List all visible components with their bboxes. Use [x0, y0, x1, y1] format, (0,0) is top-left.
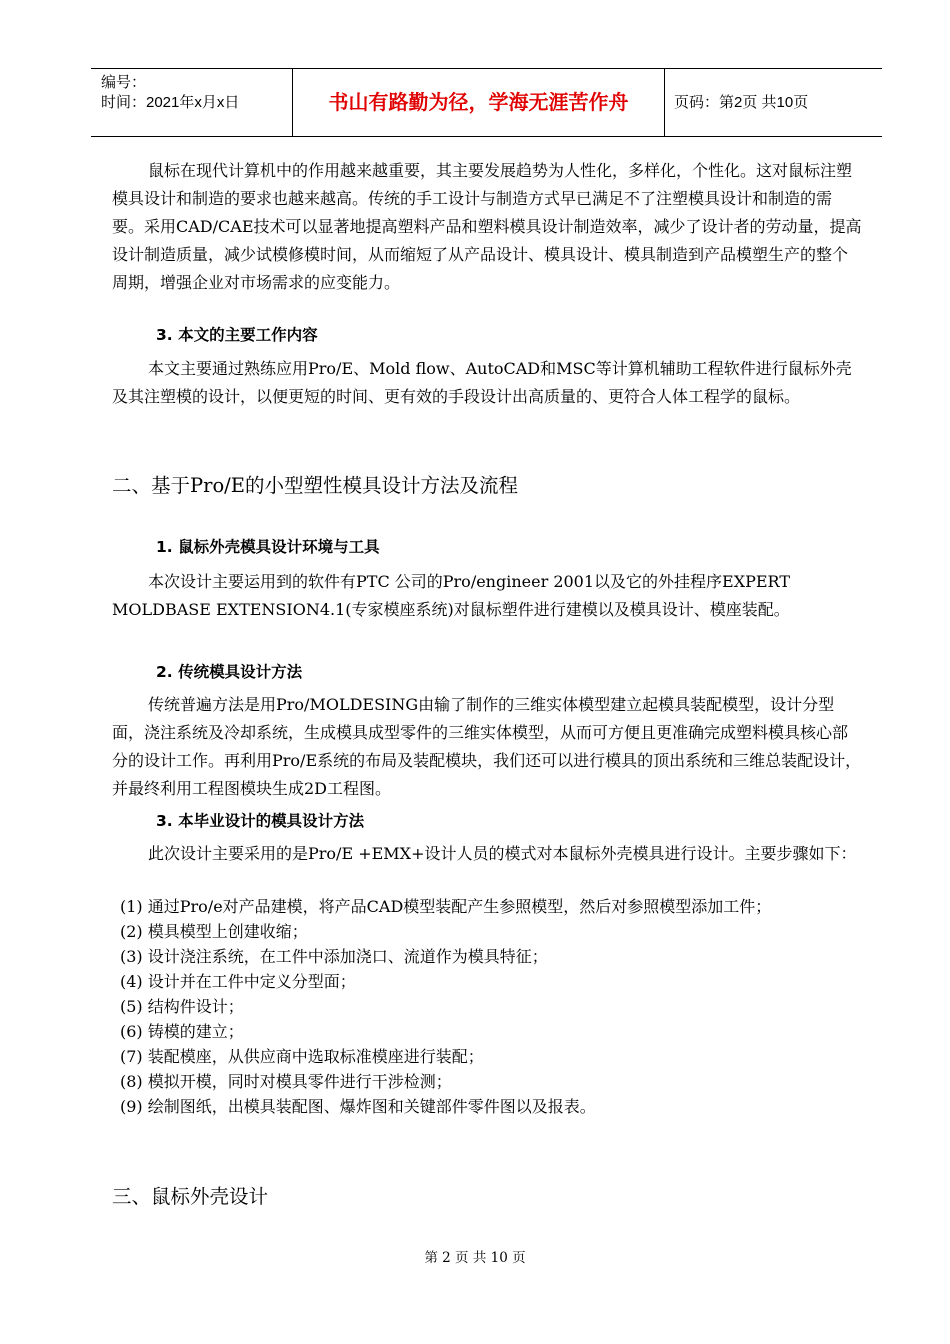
page-header — [91, 68, 882, 137]
paragraph-main-work: 本文主要通过熟练应用Pro/E、Mold flow、AutoCAD和MSC等计算机辅助工程软件进行鼠标外壳及其注塑模的设计，以便更短的时间、更有效的手段设计出高质量的、更符合人体工程学的鼠标。 — [112, 359, 852, 406]
list-item: (2) 模具模型上创建收缩； — [120, 922, 308, 941]
paragraph-traditional-method: 传统普遍方法是用Pro/MOLDESING由输了制作的三维实体模型建立起模具装配模型，设计分型面，浇注系统及冷却系统，生成模具成型零件的三维实体模型，从而可方便且更准确完成塑料模具核心部分的设计工作。再利用Pro/E系统的布局及装配模块，我们还可以进行模具的顶出系统和三维总装配设计，并最终利用工程图模块生成2D工程图。 — [112, 695, 862, 798]
header-info-cell — [91, 69, 293, 136]
list-item: (3) 设计浇注系统，在工件中添加浇口、流道作为模具特征； — [120, 947, 548, 966]
heading-traditional-method: 2. 传统模具设计方法 — [156, 663, 303, 681]
steps-list — [112, 894, 862, 1119]
list-item: (4) 设计并在工件中定义分型面； — [120, 972, 356, 991]
heading-design-env: 1. 鼠标外壳模具设计环境与工具 — [156, 538, 380, 556]
paragraph-intro: 鼠标在现代计算机中的作用越来越重要，其主要发展趋势为人性化，多样化，个性化。这对鼠标注塑模具设计和制造的要求也越来越高。传统的手工设计与制造方式早已满足不了注塑模具设计和制造的需要。采用CAD/CAE技术可以显著地提高塑料产品和塑料模具设计制造效率，减少了设计者的劳动量，提高设计制造质量，减少试模修模时间，从而缩短了从产品设计、模具设计、模具制造到产品模塑生产的整个周期，增强企业对市场需求的应变能力。 — [112, 161, 862, 292]
section-heading-2: 二、基于Pro/E的小型塑性模具设计方法及流程 — [112, 474, 518, 497]
list-item: (7) 装配模座，从供应商中选取标准模座进行装配； — [120, 1047, 484, 1066]
header-motto: 书山有路勤为径，学海无涯苦作舟 — [293, 69, 665, 136]
list-item: (5) 结构件设计； — [120, 997, 244, 1016]
page-footer: 第 2 页 共 10 页 — [424, 1250, 526, 1266]
list-item: (8) 模拟开模，同时对模具零件进行干涉检测； — [120, 1072, 452, 1091]
heading-design-method: 3. 本毕业设计的模具设计方法 — [156, 812, 365, 830]
time-label: 时间：2021年x月x日 — [101, 94, 240, 111]
document-body — [112, 157, 862, 1208]
paragraph-design-env: 本次设计主要运用到的软件有PTC 公司的Pro/engineer 2001以及它的外挂程序EXPERT MOLDBASE EXTENSION4.1(专家模座系统)对鼠标塑件进行建模以及模具设计、模座装配。 — [112, 572, 790, 619]
section-heading-3: 三、鼠标外壳设计 — [112, 1185, 269, 1208]
heading-main-work: 3. 本文的主要工作内容 — [156, 326, 318, 344]
header-page-label: 页码：第2页 共10页 — [674, 94, 809, 111]
paragraph-design-method: 此次设计主要采用的是Pro/E +EMX+设计人员的模式对本鼠标外壳模具进行设计。主要步骤如下： — [148, 844, 857, 863]
list-item: (9) 绘制图纸，出模具装配图、爆炸图和关键部件零件图以及报表。 — [120, 1097, 596, 1116]
number-label: 编号： — [101, 74, 147, 91]
list-item: (6) 铸模的建立； — [120, 1022, 244, 1041]
list-item: (1) 通过Pro/e对产品建模，将产品CAD模型装配产生参照模型，然后对参照模型添加工件； — [120, 897, 772, 916]
